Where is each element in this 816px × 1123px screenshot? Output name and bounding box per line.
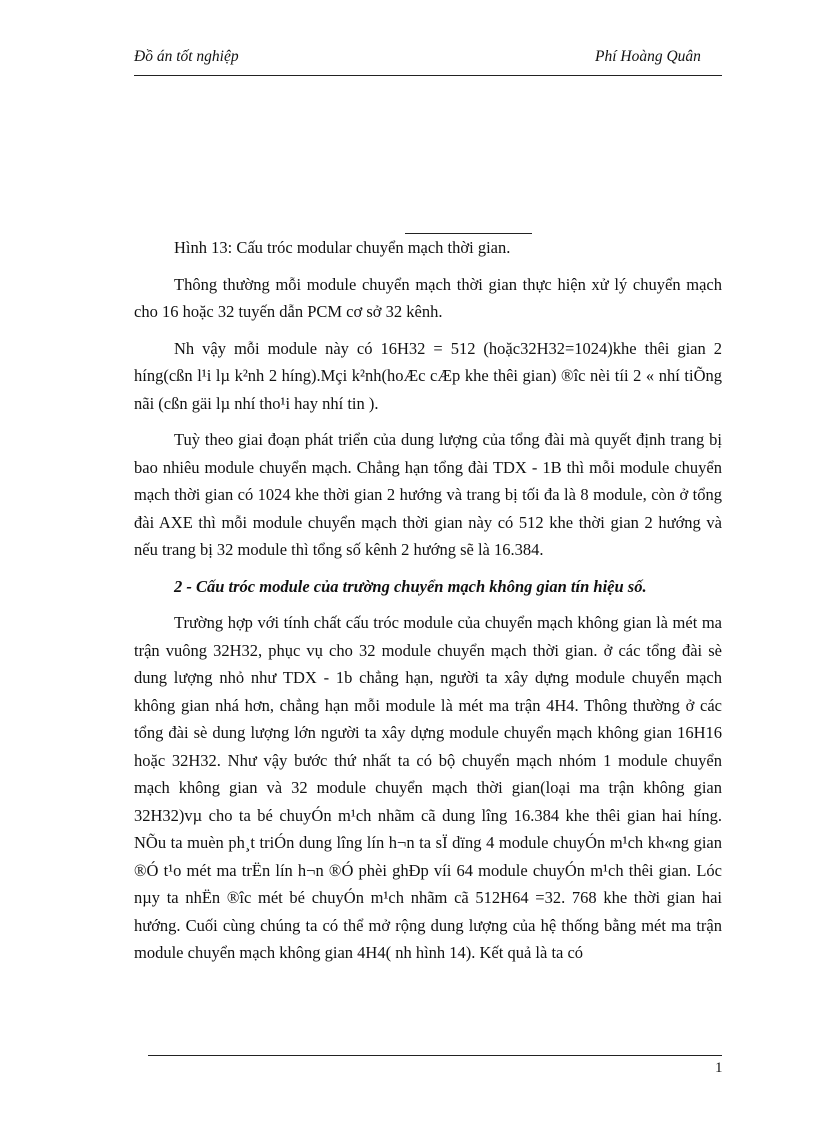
header-right: Phí Hoàng Quân [595,48,701,65]
paragraph-4: Trường hợp với tính chất cấu tróc module của chuyển mạch không gian là mét ma trận vuông 32H32, phục vụ cho 32 module chuyển mạch thời gian. ở các tổng đài sè dung lượng nhỏ như TDX - 1b chẳng hạn, người ta xây dựng module chuyển mạch không gian nhá hơn, chẳng hạn mỗi module là mét ma trận 4H4. Thông thường ở các tổng đài sè dung lượng lớn người ta xây dựng module chuyển mạch không gian 16H16 hoặc 32H32. Như vậy bước thứ nhất ta có bộ chuyển mạch nhóm 1 module chuyển mạch không gian và 32 module chuyển mạch thời gian(loại ma trận không gian 32H32)vµ cho ta bé chuyÓn m¹ch nhãm cã dung lîng 16.384 khe thêi gian hai híng. NÕu ta muèn ph¸t triÓn dung lîng lín h¬n ta sÏ dïng 4 module chuyÓn m¹ch kh«ng gian ®Ó t¹o mét ma trËn lín h¬n ®Ó phèi ghÐp víi 64 module chuyÓn m¹ch thêi gian. Lóc nµy ta nhËn ®îc mét bé chuyÓn m¹ch nhãm cã 512H64 =32. 768 khe thời gian hai hướng. Cuối cùng chúng ta có thể mở rộng dung lượng của hệ thống bằng mét ma trận module chuyển mạch không gian 4H4( nh hình 14). Kết quả là ta có [134,613,722,962]
paragraph-3: Tuỳ theo giai đoạn phát triển của dung lượng của tổng đài mà quyết định trang bị bao nhiêu module chuyển mạch. Chẳng hạn tổng đài TDX - 1B thì mỗi module chuyển mạch thời gian có 1024 khe thời gian 2 hướng và trang bị tối đa là 8 module, còn ở tổng đài AXE thì mỗi module chuyển mạch thời gian này có 512 khe thời gian 2 hướng và nếu trang bị 32 module thì tổng số kênh 2 hướng sẽ là 16.384. [134,430,722,559]
header-left: Đồ án tốt nghiệp [134,48,239,65]
footer-rule [148,1055,722,1056]
section-heading: 2 - Cấu tróc module của trường chuyển mạch không gian tín hiệu số. [174,576,647,596]
figure-caption: Hình 13: Cấu tróc modular chuyển mạch thời gian. [174,238,511,257]
page-body [134,234,722,967]
header-rule [134,75,722,76]
paragraph-1: Thông thường mỗi module chuyển mạch thời gian thực hiện xử lý chuyển mạch cho 16 hoặc 32 tuyến dẫn PCM cơ sở 32 kênh. [134,274,722,321]
page-number: 1 [715,1060,723,1076]
paragraph-2: Nh vậy mỗi module này có 16H32 = 512 (hoặc32H32=1024)khe thêi gian 2 híng(cßn l¹i lµ k²nh 2 híng).Mçi k²nh(hoÆc cÆp khe thêi gian) ®îc nèi tíi 2 « nhí tiÕng nãi (cßn gäi lµ nhí tho¹i hay nhí tin ). [134,338,722,413]
